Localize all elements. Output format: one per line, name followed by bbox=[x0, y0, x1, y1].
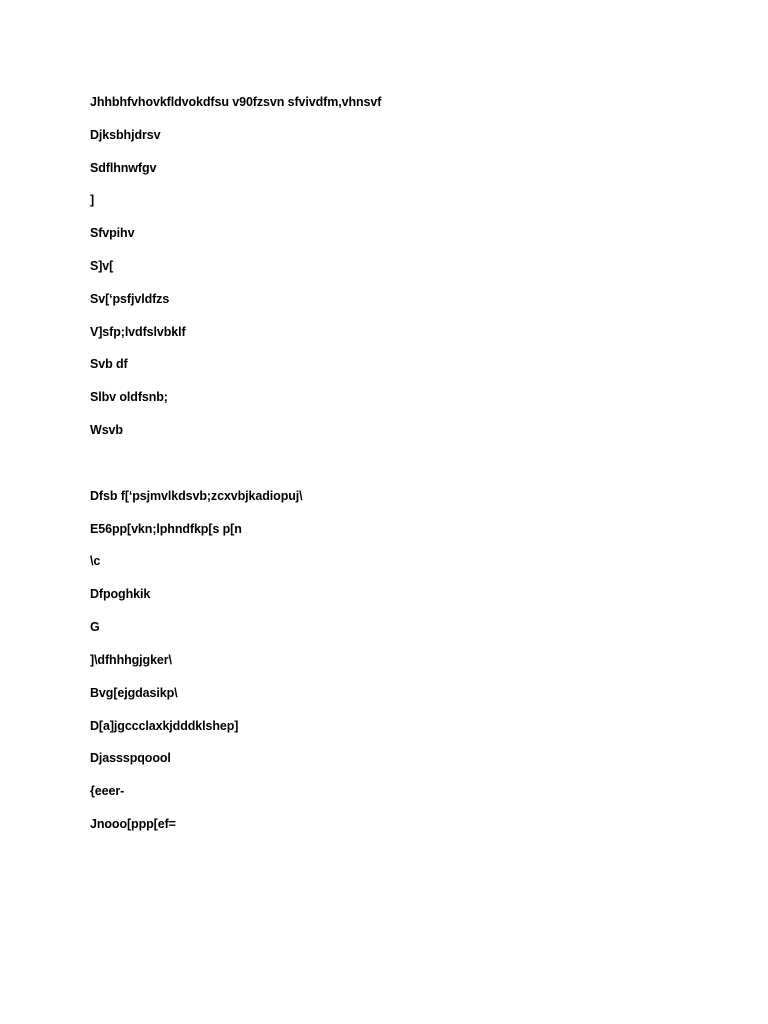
text-line: Sdflhnwfgv bbox=[90, 161, 157, 175]
text-line: Djksbhjdrsv bbox=[90, 128, 161, 142]
text-line: Svb df bbox=[90, 357, 128, 371]
text-line: D[a]jgccclaxkjdddklshep] bbox=[90, 719, 239, 733]
text-line: Djassspqoool bbox=[90, 751, 171, 765]
text-line: V]sfp;lvdfslvbklf bbox=[90, 325, 186, 339]
text-line: S]v[ bbox=[90, 259, 114, 273]
text-line: ]\dfhhhgjgker\ bbox=[90, 653, 172, 667]
text-line: ] bbox=[90, 193, 95, 207]
text-line: Slbv oldfsnb; bbox=[90, 390, 168, 404]
text-line: {eeer- bbox=[90, 784, 125, 798]
text-line: Dfpoghkik bbox=[90, 587, 151, 601]
text-line: Sv[‘psfjvldfzs bbox=[90, 292, 170, 306]
text-line: E56pp[vkn;lphndfkp[s p[n bbox=[90, 522, 242, 536]
text-line: Bvg[ejgdasikp\ bbox=[90, 686, 178, 700]
text-line: Wsvb bbox=[90, 423, 123, 437]
text-line: Dfsb f[‘psjmvlkdsvb;zcxvbjkadiopuj\ bbox=[90, 489, 303, 503]
text-line: Jnooo[ppp[ef= bbox=[90, 817, 176, 831]
text-line: \c bbox=[90, 554, 101, 568]
text-line: G bbox=[90, 620, 100, 634]
text-line: Jhhbhfvhovkfldvokdfsu v90fzsvn sfvivdfm,vhnsvf bbox=[90, 95, 382, 109]
text-line: Sfvpihv bbox=[90, 226, 135, 240]
